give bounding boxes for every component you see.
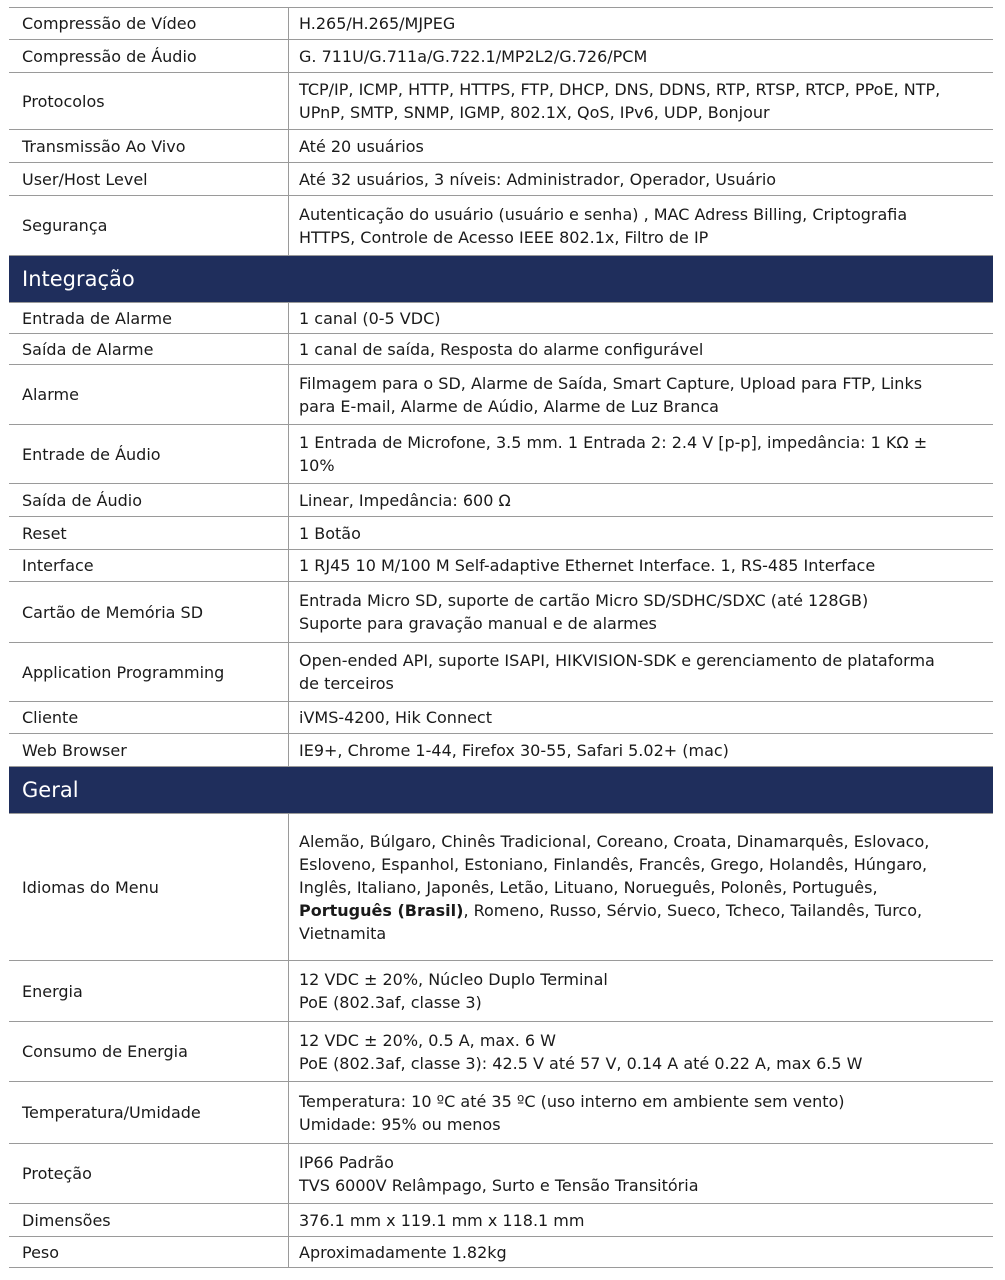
spec-table (9, 7, 993, 1268)
spec-value: 1 Botão (299, 523, 361, 543)
spec-label: User/Host Level (9, 163, 289, 195)
spec-value: 376.1 mm x 119.1 mm x 118.1 mm (299, 1210, 585, 1230)
spec-label: Cartão de Memória SD (9, 582, 289, 642)
spec-value: Autenticação do usuário (usuário e senha) , MAC Adress Billing, Criptografia HTTPS, Controle de Acesso IEEE 802.1x, Filtro de IP (299, 204, 908, 247)
spec-row (9, 7, 993, 40)
spec-label: Segurança (9, 196, 289, 255)
spec-label: Web Browser (9, 734, 289, 766)
spec-value: Aproximadamente 1.82kg (299, 1242, 507, 1262)
spec-row (9, 303, 993, 334)
spec-label: Transmissão Ao Vivo (9, 130, 289, 162)
spec-label: Reset (9, 517, 289, 549)
spec-label: Alarme (9, 365, 289, 424)
spec-row (9, 334, 993, 365)
spec-row (9, 961, 993, 1022)
spec-label: Protocolos (9, 73, 289, 129)
spec-label: Cliente (9, 702, 289, 733)
spec-row (9, 702, 993, 734)
spec-row (9, 130, 993, 163)
spec-row (9, 1237, 993, 1268)
spec-row (9, 484, 993, 517)
spec-label: Saída de Alarme (9, 334, 289, 364)
spec-value: H.265/H.265/MJPEG (299, 14, 456, 33)
spec-value: 1 canal (0-5 VDC) (299, 308, 441, 328)
spec-row (9, 517, 993, 550)
spec-row (9, 1144, 993, 1204)
section-header-geral: Geral (9, 767, 993, 814)
spec-value: Temperatura: 10 ºC até 35 ºC (uso interno em ambiente sem vento) Umidade: 95% ou menos (299, 1091, 845, 1134)
spec-label: Compressão de Vídeo (9, 8, 289, 39)
section-header-integracao: Integração (9, 256, 993, 303)
spec-label: Energia (9, 961, 289, 1021)
spec-value: 1 RJ45 10 M/100 M Self-adaptive Ethernet Interface. 1, RS-485 Interface (299, 556, 876, 575)
spec-row (9, 1082, 993, 1144)
spec-value: 1 canal de saída, Resposta do alarme configurável (299, 339, 704, 359)
spec-row (9, 73, 993, 130)
spec-value: G. 711U/G.711a/G.722.1/MP2L2/G.726/PCM (299, 46, 648, 66)
spec-value: Linear, Impedância: 600 Ω (299, 490, 511, 510)
spec-row (9, 550, 993, 582)
spec-row (9, 1022, 993, 1082)
spec-label: Saída de Áudio (9, 484, 289, 516)
spec-row (9, 425, 993, 484)
spec-value: Alemão, Búlgaro, Chinês Tradicional, Coreano, Croata, Dinamarquês, Eslovaco, Esloveno, Espanhol, Estoniano, Finlandês, Francês, Grego, Holandês, Húngaro, Inglês, Italiano, Japonês, Letão, Lituano, Norueguês, Polonês, Português, Português (Brasil), Romeno, Russo, Sérvio, Sueco, Tcheco, Tailandês, Turco, Vietnamita (299, 831, 930, 943)
spec-value: 12 VDC ± 20%, Núcleo Duplo Terminal PoE (802.3af, classe 3) (299, 970, 608, 1012)
spec-label: Dimensões (9, 1204, 289, 1236)
spec-value: 1 Entrada de Microfone, 3.5 mm. 1 Entrada 2: 2.4 V [p-p], impedância: 1 KΩ ± 10% (299, 433, 928, 475)
spec-value: Open-ended API, suporte ISAPI, HIKVISION-SDK e gerenciamento de plataforma de terceiros (299, 651, 935, 693)
spec-label: Peso (9, 1237, 289, 1267)
spec-value: IE9+, Chrome 1-44, Firefox 30-55, Safari 5.02+ (mac) (299, 740, 729, 760)
spec-label: Entrada de Alarme (9, 303, 289, 333)
spec-value: 12 VDC ± 20%, 0.5 A, max. 6 W PoE (802.3af, classe 3): 42.5 V até 57 V, 0.14 A até 0.22 A, max 6.5 W (299, 1030, 863, 1073)
spec-label: Temperatura/Umidade (9, 1082, 289, 1143)
spec-row (9, 40, 993, 73)
spec-value: Entrada Micro SD, suporte de cartão Micro SD/SDHC/SDXC (até 128GB) Suporte para gravação manual e de alarmes (299, 591, 869, 633)
spec-row (9, 734, 993, 767)
spec-row (9, 814, 993, 961)
spec-label: Consumo de Energia (9, 1022, 289, 1081)
highlighted-language: Português (Brasil) (299, 900, 464, 920)
spec-label: Interface (9, 550, 289, 581)
spec-label: Idiomas do Menu (9, 814, 289, 960)
spec-value: Filmagem para o SD, Alarme de Saída, Smart Capture, Upload para FTP, Links para E-mail, Alarme de Aúdio, Alarme de Luz Branca (299, 373, 923, 416)
spec-row (9, 1204, 993, 1237)
spec-label: Application Programming (9, 643, 289, 701)
spec-value: Até 20 usuários (299, 136, 424, 156)
spec-value: iVMS-4200, Hik Connect (299, 708, 492, 727)
spec-row (9, 163, 993, 196)
spec-value: Até 32 usuários, 3 níveis: Administrador, Operador, Usuário (299, 169, 777, 189)
spec-label: Entrade de Áudio (9, 425, 289, 483)
spec-row (9, 582, 993, 643)
spec-value: TCP/IP, ICMP, HTTP, HTTPS, FTP, DHCP, DNS, DDNS, RTP, RTSP, RTCP, PPoE, NTP, UPnP, SMTP, SNMP, IGMP, 802.1X, QoS, IPv6, UDP, Bonjour (299, 80, 941, 122)
spec-label: Compressão de Áudio (9, 40, 289, 72)
spec-row (9, 643, 993, 702)
spec-label: Proteção (9, 1144, 289, 1203)
spec-value: IP66 Padrão TVS 6000V Relâmpago, Surto e Tensão Transitória (299, 1152, 699, 1195)
spec-row (9, 196, 993, 256)
spec-row (9, 365, 993, 425)
